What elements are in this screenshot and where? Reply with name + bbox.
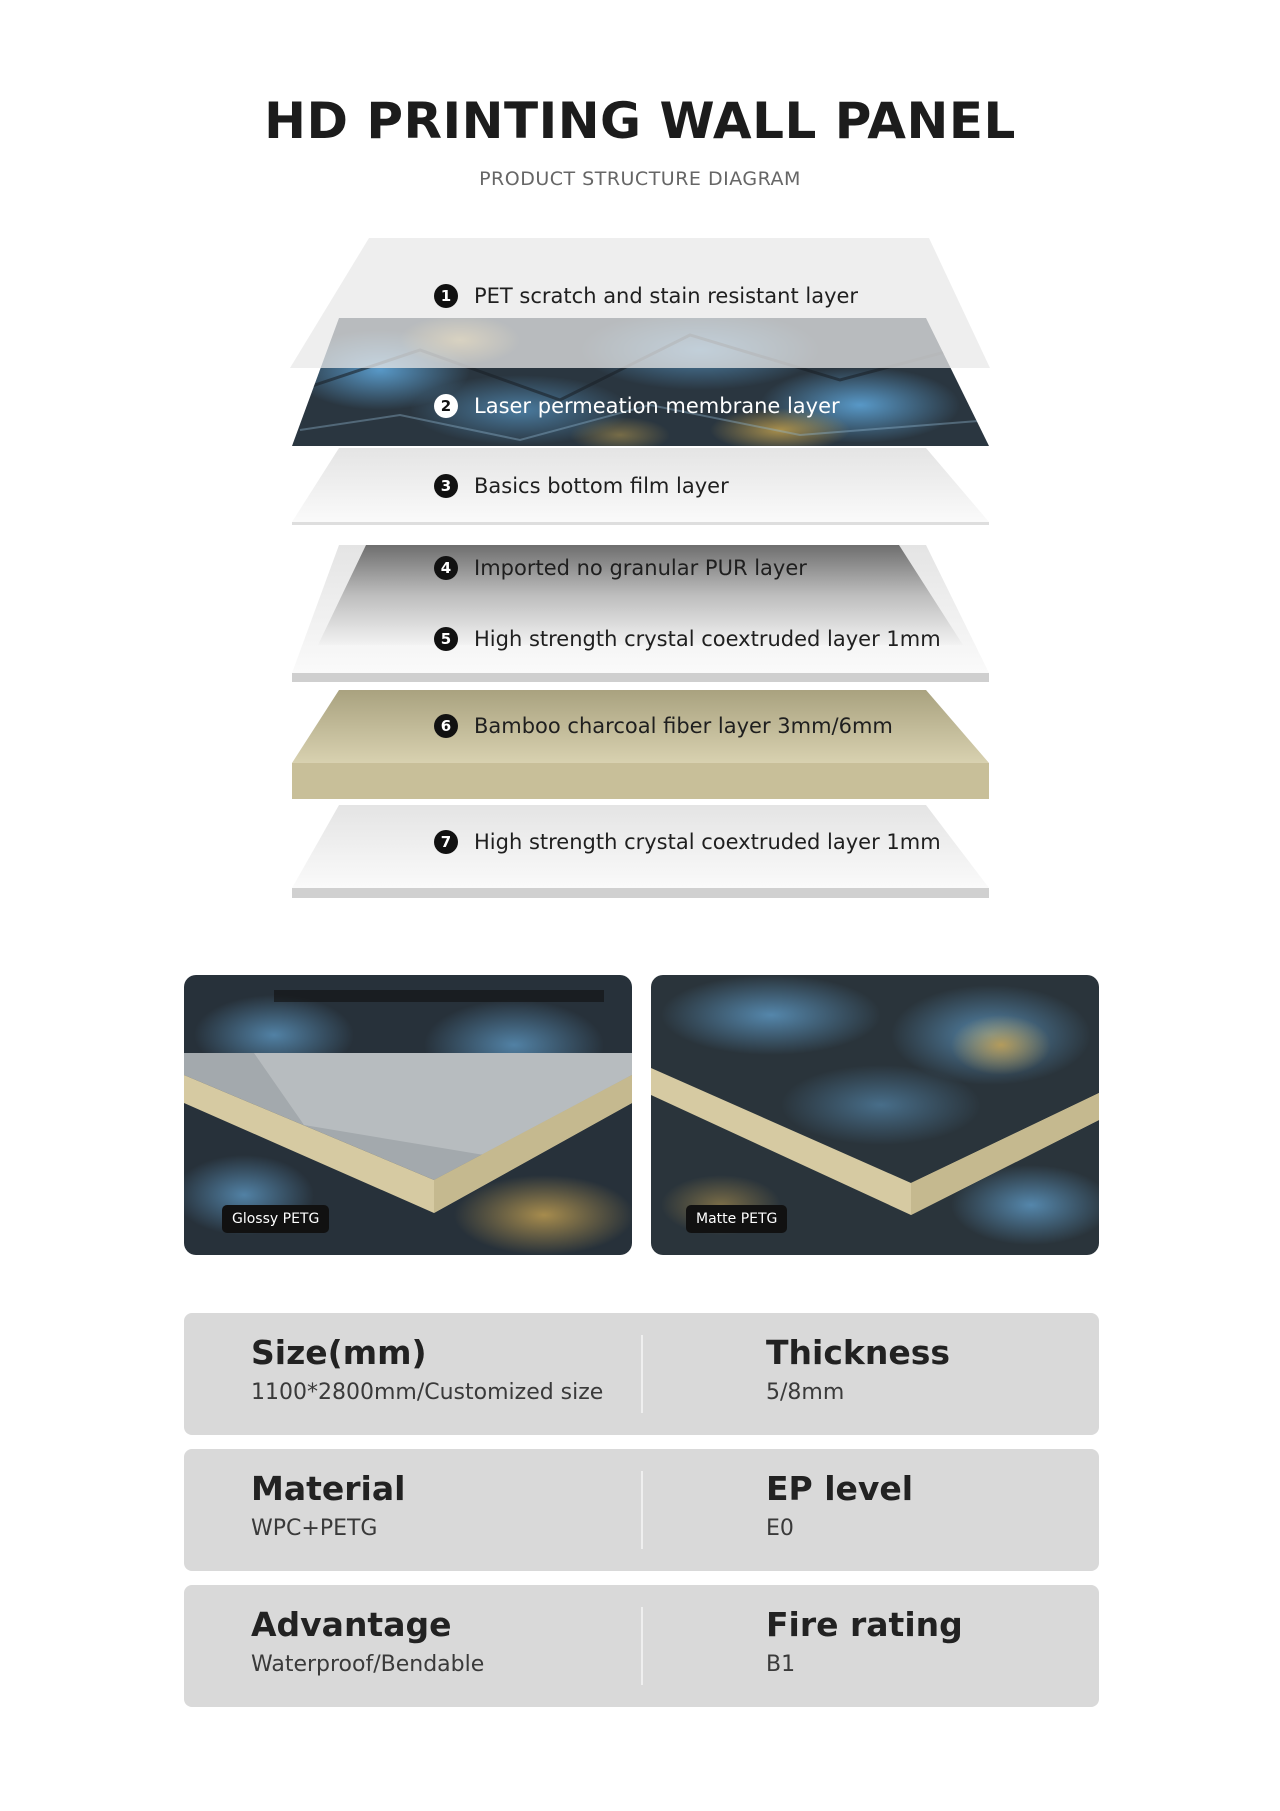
layer-label-text: Imported no granular PUR layer: [474, 556, 807, 580]
layer-number-badge: 2: [434, 394, 458, 418]
spec-fire-rating: [766, 1605, 963, 1677]
layer-number-badge: 6: [434, 714, 458, 738]
layer-number-badge: 5: [434, 627, 458, 651]
spec-heading: Material: [251, 1469, 406, 1508]
spec-value: B1: [766, 1652, 796, 1677]
spec-thickness: [766, 1333, 950, 1405]
layer-6-shape: [292, 690, 989, 799]
layer-label-text: Bamboo charcoal fiber layer 3mm/6mm: [474, 714, 893, 738]
spec-heading: Fire rating: [766, 1605, 963, 1644]
spec-divider: [641, 1335, 643, 1413]
layer-label-text: Laser permeation membrane layer: [474, 394, 840, 418]
spec-divider: [641, 1607, 643, 1685]
spec-value: Waterproof/Bendable: [251, 1652, 485, 1677]
page-subtitle: PRODUCT STRUCTURE DIAGRAM: [479, 168, 801, 190]
glossy-petg-tag: Glossy PETG: [222, 1205, 329, 1233]
spec-advantage: [251, 1605, 484, 1677]
layer-label-3: [434, 474, 729, 498]
layer-label-4: [434, 556, 807, 580]
spec-ep-level: [766, 1469, 913, 1541]
matte-petg-photo: [651, 975, 1099, 1255]
layer-number-badge: 7: [434, 830, 458, 854]
layer-label-6: [434, 714, 893, 738]
spec-heading: Advantage: [251, 1605, 452, 1644]
layer-number-badge: 1: [434, 284, 458, 308]
spec-row-advantage-fire: [184, 1585, 1099, 1707]
layer-number-badge: 4: [434, 556, 458, 580]
layer-label-text: Basics bottom film layer: [474, 474, 729, 498]
matte-petg-tag: Matte PETG: [686, 1205, 787, 1233]
spec-divider: [641, 1471, 643, 1549]
spec-value: 5/8mm: [766, 1380, 845, 1405]
layer-label-1: [434, 284, 858, 308]
spec-heading: EP level: [766, 1469, 914, 1508]
layer-number-badge: 3: [434, 474, 458, 498]
spec-heading: Size(mm): [251, 1333, 427, 1372]
layer-label-2: [434, 394, 840, 418]
layer-label-5: [434, 627, 941, 651]
page-title: HD PRINTING WALL PANEL: [264, 92, 1016, 150]
layer-label-text: PET scratch and stain resistant layer: [474, 284, 859, 308]
layer-label-text: High strength crystal coextruded layer 1mm: [474, 830, 941, 854]
spec-heading: Thickness: [766, 1333, 950, 1372]
spec-value: 1100*2800mm/Customized size: [251, 1380, 604, 1405]
spec-value: WPC+PETG: [251, 1516, 378, 1541]
spec-size: [251, 1333, 603, 1405]
spec-row-size-thickness: [184, 1313, 1099, 1435]
layer-label-text: High strength crystal coextruded layer 1mm: [474, 627, 941, 651]
spec-row-material-ep: [184, 1449, 1099, 1571]
glossy-petg-photo: [184, 975, 632, 1255]
spec-material: [251, 1469, 405, 1541]
spec-value: E0: [766, 1516, 794, 1541]
layer-label-7: [434, 830, 941, 854]
